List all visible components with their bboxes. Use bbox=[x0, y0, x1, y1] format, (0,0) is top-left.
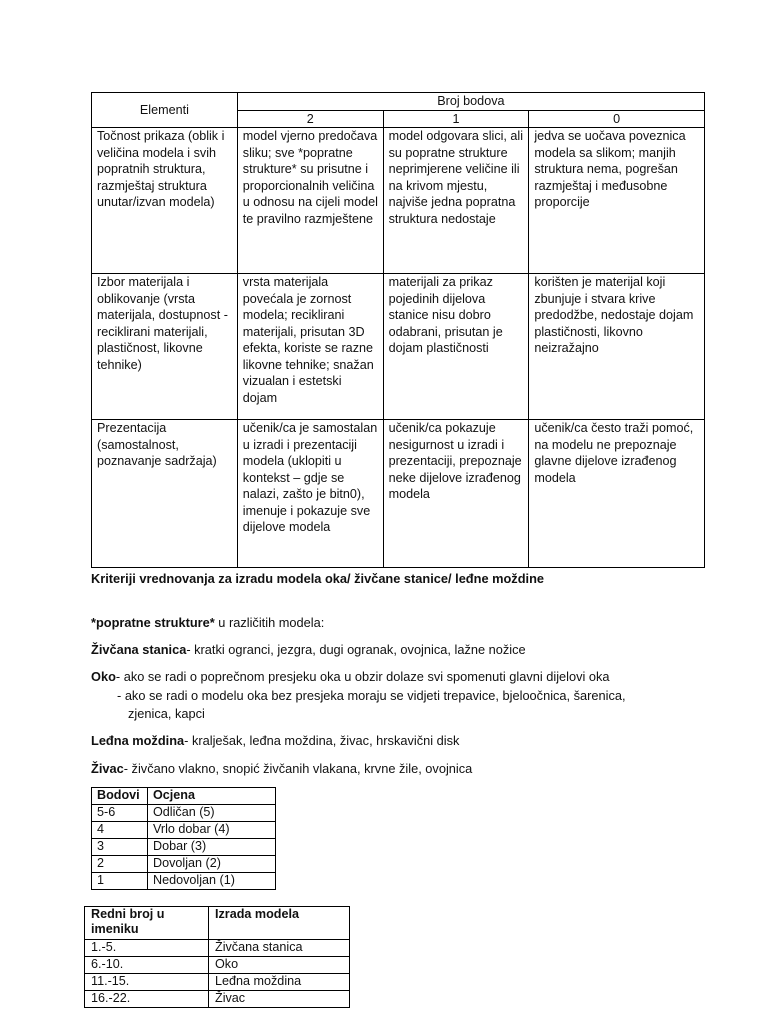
notes-eye-label: Oko bbox=[91, 669, 116, 684]
grades-header-points: Bodovi bbox=[92, 788, 148, 805]
rubric-cell-1: učenik/ca pokazuje nesigurnost u izradi i prezentaciji, prepoznaje neke dijelove izrađenog modela bbox=[383, 420, 529, 568]
rubric-col-0: 0 bbox=[529, 110, 705, 128]
assignments-table bbox=[84, 906, 350, 1008]
notes-nerve-text: - živčano vlakno, snopić živčanih vlakana, krvne žile, ovojnica bbox=[123, 761, 473, 776]
notes-intro bbox=[91, 615, 324, 632]
assignments-range: 16.-22. bbox=[85, 991, 209, 1008]
grades-grade: Vrlo dobar (4) bbox=[148, 822, 276, 839]
rubric-cell-1: model odgovara slici, ali su popratne strukture neprimjerene veličine ili na krivom mjestu, najviše jedna popratna struktura nedostaje bbox=[383, 128, 529, 274]
rubric-element: Prezentacija (samostalnost, poznavanje sadržaja) bbox=[92, 420, 238, 568]
rubric-cell-1: materijali za prikaz pojedinih dijelova stanice nisu dobro odabrani, prisutan je dojam plastičnosti bbox=[383, 274, 529, 420]
grades-points: 3 bbox=[92, 839, 148, 856]
rubric-table bbox=[91, 92, 705, 568]
notes-nerve bbox=[91, 761, 472, 778]
grades-points: 1 bbox=[92, 873, 148, 890]
notes-intro-text: u različitih modela: bbox=[214, 615, 325, 630]
assignments-header-number: Redni broj u imeniku bbox=[85, 907, 209, 940]
table-row bbox=[92, 805, 276, 822]
table-row bbox=[92, 856, 276, 873]
notes-intro-bold: *popratne strukture* bbox=[91, 615, 215, 630]
rubric-element: Točnost prikaza (oblik i veličina modela i svih popratnih struktura, razmještaj struktura unutar/izvan modela) bbox=[92, 128, 238, 274]
rubric-col-1: 1 bbox=[383, 110, 529, 128]
rubric-cell-0: korišten je materijal koji zbunjuje i stvara krive predodžbe, nedostaje dojam plastičnosti, likovno neizražajno bbox=[529, 274, 705, 420]
rubric-header-elements: Elementi bbox=[92, 93, 238, 128]
rubric-row bbox=[92, 274, 705, 420]
table-row bbox=[85, 957, 350, 974]
rubric-col-2: 2 bbox=[237, 110, 383, 128]
notes-nerve-cell-text: - kratki ogranci, jezgra, dugi ogranak, ovojnica, lažne nožice bbox=[186, 642, 526, 657]
rubric-row bbox=[92, 420, 705, 568]
rubric-cell-0: učenik/ca često traži pomoć, na modelu ne prepoznaje glavne dijelove izrađenog modela bbox=[529, 420, 705, 568]
assignments-header-model: Izrada modela bbox=[209, 907, 350, 940]
table-row bbox=[92, 839, 276, 856]
grades-header-grade: Ocjena bbox=[148, 788, 276, 805]
grades-grade: Odličan (5) bbox=[148, 805, 276, 822]
assignments-model: Živčana stanica bbox=[209, 940, 350, 957]
assignments-range: 1.-5. bbox=[85, 940, 209, 957]
table-row bbox=[92, 873, 276, 890]
notes-eye-line3: zjenica, kapci bbox=[128, 706, 205, 721]
notes-spinal-cord bbox=[91, 733, 459, 750]
rubric-cell-0: jedva se uočava poveznica modela sa slikom; manjih struktura nema, pogrešan razmještaj i međusobne proporcije bbox=[529, 128, 705, 274]
rubric-caption: Kriteriji vrednovanja za izradu modela oka/ živčane stanice/ leđne moždine bbox=[91, 571, 545, 586]
assignments-model: Živac bbox=[209, 991, 350, 1008]
notes-eye bbox=[91, 669, 610, 686]
notes-spinal-cord-label: Leđna moždina bbox=[91, 733, 185, 748]
table-row bbox=[92, 822, 276, 839]
assignments-model: Oko bbox=[209, 957, 350, 974]
grades-points: 5-6 bbox=[92, 805, 148, 822]
grades-grade: Dobar (3) bbox=[148, 839, 276, 856]
table-row bbox=[85, 940, 350, 957]
rubric-header-points: Broj bodova bbox=[237, 93, 704, 111]
rubric-cell-2: vrsta materijala povećala je zornost modela; reciklirani materijali, prisutan 3D efekta, koriste se razne likovne tehnike; snažan vizualan i estetski dojam bbox=[237, 274, 383, 420]
notes-spinal-cord-text: - kralješak, leđna moždina, živac, hrskavični disk bbox=[184, 733, 460, 748]
table-row bbox=[85, 974, 350, 991]
notes-eye-text: - ako se radi o poprečnom presjeku oka u obzir dolaze svi spomenuti glavni dijelovi oka bbox=[115, 669, 610, 684]
rubric-row bbox=[92, 128, 705, 274]
notes-nerve-cell bbox=[91, 642, 526, 659]
assignments-range: 11.-15. bbox=[85, 974, 209, 991]
rubric-element: Izbor materijala i oblikovanje (vrsta materijala, dostupnost - reciklirani materijali, plastičnost, likovne tehnike) bbox=[92, 274, 238, 420]
assignments-model: Leđna moždina bbox=[209, 974, 350, 991]
grades-grade: Dovoljan (2) bbox=[148, 856, 276, 873]
table-row bbox=[85, 991, 350, 1008]
grades-grade: Nedovoljan (1) bbox=[148, 873, 276, 890]
assignments-range: 6.-10. bbox=[85, 957, 209, 974]
notes-eye-line2: - ako se radi o modelu oka bez presjeka moraju se vidjeti trepavice, bjeloočnica, šarenica, bbox=[117, 688, 626, 703]
grades-points: 4 bbox=[92, 822, 148, 839]
grades-points: 2 bbox=[92, 856, 148, 873]
rubric-cell-2: model vjerno predočava sliku; sve *popratne strukture* su prisutne i proporcionalnih veličina u odnosu na cijeli model te pravilno razmještene bbox=[237, 128, 383, 274]
notes-nerve-cell-label: Živčana stanica bbox=[91, 642, 187, 657]
grades-table bbox=[91, 787, 276, 890]
rubric-cell-2: učenik/ca je samostalan u izradi i prezentaciji modela (uklopiti u kontekst – gdje se nalazi, zašto je bitn0), imenuje i pokazuje sve dijelove modela bbox=[237, 420, 383, 568]
notes-nerve-label: Živac bbox=[91, 761, 124, 776]
